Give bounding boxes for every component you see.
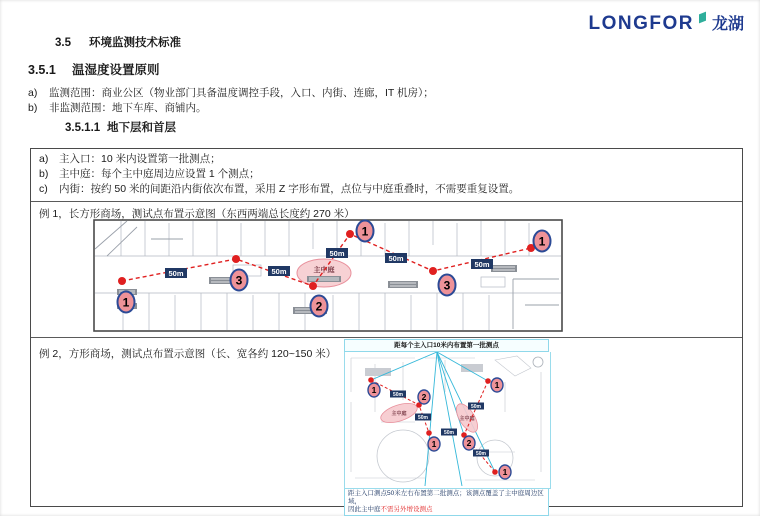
point-marker-label: 1 bbox=[494, 380, 500, 390]
distance-label: 50m bbox=[271, 267, 287, 276]
rule-inner-street bbox=[39, 182, 734, 197]
distance-label: 50m bbox=[443, 430, 455, 436]
distance-label: 50m bbox=[417, 415, 429, 421]
floorplan-long-mall bbox=[93, 219, 563, 332]
example1-floorplan bbox=[93, 219, 563, 332]
section-number: 3.5 bbox=[55, 37, 71, 49]
distance-label: 50m bbox=[388, 254, 404, 263]
longfor-logo bbox=[588, 13, 744, 37]
point-marker-label: 1 bbox=[371, 385, 377, 395]
distance-label: 50m bbox=[470, 404, 482, 410]
section-heading-3-5-1-1 bbox=[65, 119, 176, 135]
section-heading-3-5 bbox=[55, 34, 181, 50]
example2-floorplan bbox=[344, 352, 551, 489]
rule-main-entrance bbox=[39, 152, 734, 167]
note-line-2 bbox=[348, 506, 545, 514]
point-marker-label: 1 bbox=[502, 467, 508, 477]
note-black: 因此主中庭 bbox=[348, 506, 381, 513]
bullet-marker: a) bbox=[28, 87, 38, 99]
example1-row bbox=[31, 202, 742, 338]
point-marker-label: 2 bbox=[315, 299, 323, 314]
distance-label: 50m bbox=[474, 260, 490, 269]
section-number: 3.5.1 bbox=[28, 63, 56, 77]
bullet-text: 监测范围：商业公区（物业部门具备温度调控手段，入口、内街、连廊，IT 机房）； bbox=[49, 87, 434, 99]
point-marker-label: 1 bbox=[122, 295, 130, 310]
bullet-text: 非监测范围：地下车库、商铺内。 bbox=[49, 102, 207, 114]
atrium-label: 主中庭 bbox=[313, 267, 335, 274]
scope-bullet-a bbox=[28, 85, 434, 100]
example2-figure-title: 距每个主入口10米内布置第一批测点 bbox=[344, 339, 549, 352]
scope-bullet-b bbox=[28, 100, 207, 115]
rule-text: 主入口：10 米内设置第一批测点； bbox=[59, 153, 221, 165]
distance-label: 50m bbox=[168, 269, 184, 278]
point-marker-label: 3 bbox=[235, 273, 243, 288]
point-marker-label: 1 bbox=[361, 224, 369, 239]
note-line-1: 距主入口测点50米左右布置第二批测点；该测点覆盖了主中庭周边区域， bbox=[348, 490, 544, 505]
section-title: 温湿度设置原则 bbox=[72, 63, 160, 77]
point-marker-label: 1 bbox=[431, 439, 437, 449]
rule-marker: c) bbox=[39, 183, 48, 195]
section-number: 3.5.1.1 bbox=[65, 122, 101, 134]
longfor-flag-icon bbox=[699, 12, 706, 24]
rule-text: 主中庭：每个主中庭周边应设置 1 个测点； bbox=[59, 168, 260, 180]
rules-row bbox=[31, 149, 742, 202]
longfor-wordmark: LONGFOR bbox=[588, 13, 694, 34]
example2-caption: 例 2，方形商场，测试点布置示意图（长、宽各约 120~150 米） bbox=[39, 348, 337, 360]
floorplan-square-mall bbox=[345, 352, 548, 486]
point-marker-label: 3 bbox=[443, 278, 451, 293]
placement-rules-table bbox=[30, 148, 743, 513]
point-marker-label: 2 bbox=[421, 392, 427, 402]
rule-marker: a) bbox=[39, 153, 49, 165]
section-title: 环境监测技术标准 bbox=[89, 37, 181, 49]
distance-label: 50m bbox=[329, 249, 345, 258]
section-title: 地下层和首层 bbox=[107, 122, 176, 134]
rule-text: 内街：按约 50 米的间距沿内街依次布置，采用 Z 字形布置，点位与中庭重叠时，不需要重复设置。 bbox=[59, 183, 520, 195]
bullet-marker: b) bbox=[28, 102, 38, 114]
atrium-label: 主中庭 bbox=[459, 416, 475, 422]
rule-main-atrium bbox=[39, 167, 734, 182]
longfor-cn-name: 龙湖 bbox=[711, 16, 744, 33]
point-marker-label: 1 bbox=[538, 234, 546, 249]
example2-note bbox=[344, 489, 549, 516]
distance-label: 50m bbox=[392, 392, 404, 398]
example1-caption: 例 1，长方形商场，测试点布置示意图（东西两端总长度约 270 米） bbox=[39, 208, 355, 220]
example2-figure bbox=[344, 339, 549, 516]
point-markers bbox=[368, 378, 511, 479]
section-heading-3-5-1 bbox=[28, 60, 160, 78]
distance-label: 50m bbox=[475, 451, 487, 457]
atrium-label: 主中庭 bbox=[391, 411, 407, 417]
note-red: 不需另外增设测点 bbox=[380, 506, 433, 513]
example2-row bbox=[31, 338, 742, 513]
rule-marker: b) bbox=[39, 168, 49, 180]
point-marker-label: 2 bbox=[466, 438, 472, 448]
atrium-ellipse-left bbox=[378, 400, 419, 427]
